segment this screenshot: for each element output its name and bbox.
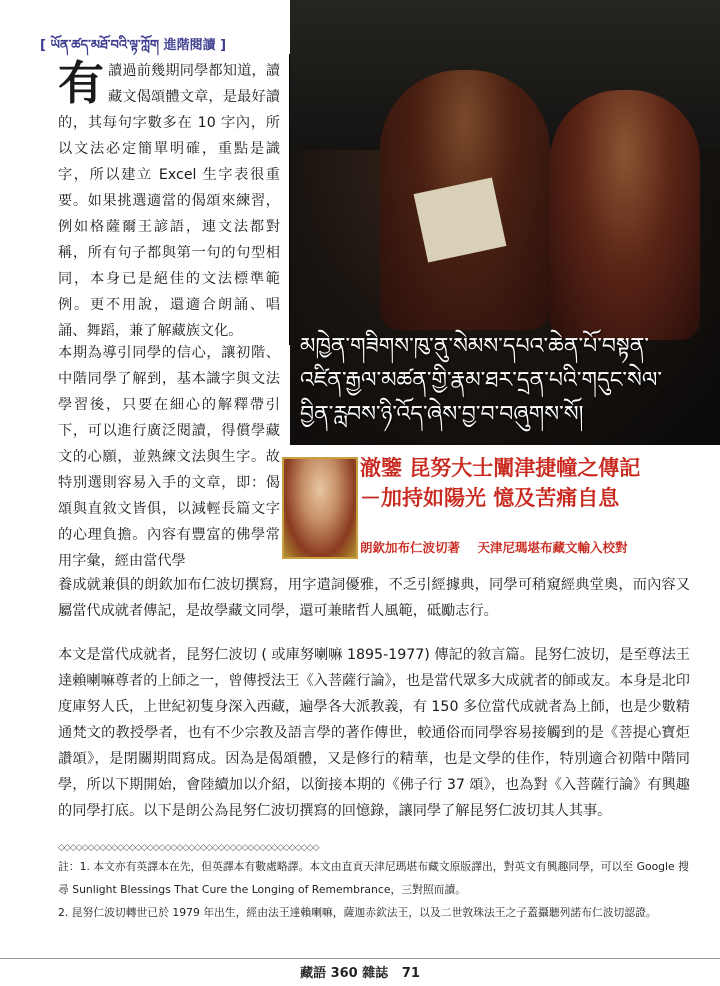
purpose-paragraph-continued: 養成就兼俱的朗欽加布仁波切撰寫，用字遣詞優雅，不乏引經據典，同學可稍窺經典堂奧，而內容又屬當代成就者傳記，是故學藏文同學，還可兼睹哲人風範，砥勵志行。	[58, 577, 690, 619]
header-bracket-close: ]	[220, 38, 227, 53]
intro-paragraph	[58, 58, 280, 344]
author-portrait	[282, 457, 358, 559]
page-number: 71	[401, 966, 420, 981]
article-byline	[360, 538, 710, 556]
header-bracket-open: [	[40, 38, 46, 53]
tibetan-title-line-2: འཛིན་རྒྱལ་མཚན་གྱི་རྣམ་ཐར་དྲན་པའི་གདུང་སེལ་	[300, 368, 663, 393]
body-paragraph: 本文是當代成就者，昆努仁波切 ( 或庫努喇嘛 1895-1977) 傳記的敘言篇。昆努仁波切，是至尊法王達賴喇嘛尊者的上師之一，曾傳授法王《入菩薩行論》，也是當代眾多大成就者的師或友。本身是北印度庫努人氏，上世紀初隻身深入西藏，遍學各大派教義，有 150 多位當代成就者為上師，也是少數精通梵文的教授學者，也有不少宗教及語言學的著作傳世，較通俗而同學容易接觸到的是《菩提心寶炬讚頌》，是閉關期間寫成。因為是偈頌體，又是修行的精華，也是文學的佳作，特別適合初階中階同學，所以下期開始，會陸續加以介紹，以銜接本期的《佛子行 37 頌》，也為對《入菩薩行論》有興趣的同學打底。以下是朗公為昆努仁波切撰寫的回憶錄，讓同學了解昆努仁波切其人其事。	[58, 647, 690, 819]
drop-cap: 有	[58, 56, 104, 110]
translator-credit: 天津尼瑪堪布藏文輸入校對	[477, 540, 628, 555]
author-credit: 朗欽加布仁波切著	[360, 540, 461, 555]
tibetan-title-line-1: མཁྱེན་གཟིགས་ཁུ་ནུ་སེམས་དཔའ་ཆེན་པོ་བསྟན་	[300, 334, 649, 359]
intro-text: 讀過前幾期同學都知道，讀藏文偈頌體文章，是最好讀的，其每句字數多在 10 字內，所以文法必定簡單明確，重點是識字，所以建立 Excel 生字表很重要。如果挑選適當的偈頌來練習，例如格薩爾王諺語，連文法都對稱，所有句子都與第一句的句型相同，本身已是絕佳的文法標準範例。更不用說，還適合朗誦、唱誦、舞蹈，兼了解藏族文化。	[58, 63, 280, 339]
tibetan-title-banner	[300, 330, 710, 432]
page-footer	[0, 962, 720, 981]
footnote-2: 2. 昆努仁波切轉世已於 1979 年出生，經由法王達賴喇嘛，薩迦赤欽法王，以及二世敦珠法王之子蓋攝聽列諾布仁波切認證。	[58, 906, 657, 919]
photo-young-monk	[550, 90, 700, 340]
article-title	[360, 453, 710, 513]
article-title-line-2: －加持如陽光 憶及苦痛自息	[360, 486, 620, 510]
header-label: 進階閱讀	[163, 38, 216, 53]
footnotes	[58, 855, 694, 924]
footer-rule	[0, 958, 720, 959]
article-title-line-1: 澈鑒 昆努大士闡津捷幢之傳記	[360, 456, 641, 480]
header-tibetan: ཡོན་ཚད་མཐོ་བའི་ལྟ་ཀློག	[50, 38, 160, 53]
tibetan-title-line-3: བྱིན་རླབས་ཉི་འོད་ཞེས་བྱ་བ་བཞུགས་སོ།	[300, 402, 584, 427]
ornament-separator: ◇◇◇◇◇◇◇◇◇◇◇◇◇◇◇◇◇◇◇◇◇◇◇◇◇◇◇◇◇◇◇◇◇◇◇◇◇◇◇◇◇◇◇◇	[58, 843, 319, 853]
magazine-name: 藏語 360 雜誌	[300, 966, 389, 981]
footnote-1: 註：1. 本文亦有英譯本在先，但英譯本有數處略譯。本文由直貢天津尼瑪堪布藏文原版譯出，對英文有興趣同學，可以至 Google 搜尋 Sunlight Blessings That Cure the Longing of Remembrance，三對照而讀。	[58, 860, 689, 896]
purpose-paragraph: 本期為導引同學的信心，讓初階、中階同學了解到，基本識字與文法學習後，只要在細心的解釋帶引下，可以進行廣泛閱讀，得償學藏文的心願，並熟練文法與生字。故特別選則容易入手的文章，即：偈頌與直敘文皆俱，以減輕長篇文字的心理負擔。內容有豐富的佛學常用字彙，經由當代學	[58, 345, 280, 569]
